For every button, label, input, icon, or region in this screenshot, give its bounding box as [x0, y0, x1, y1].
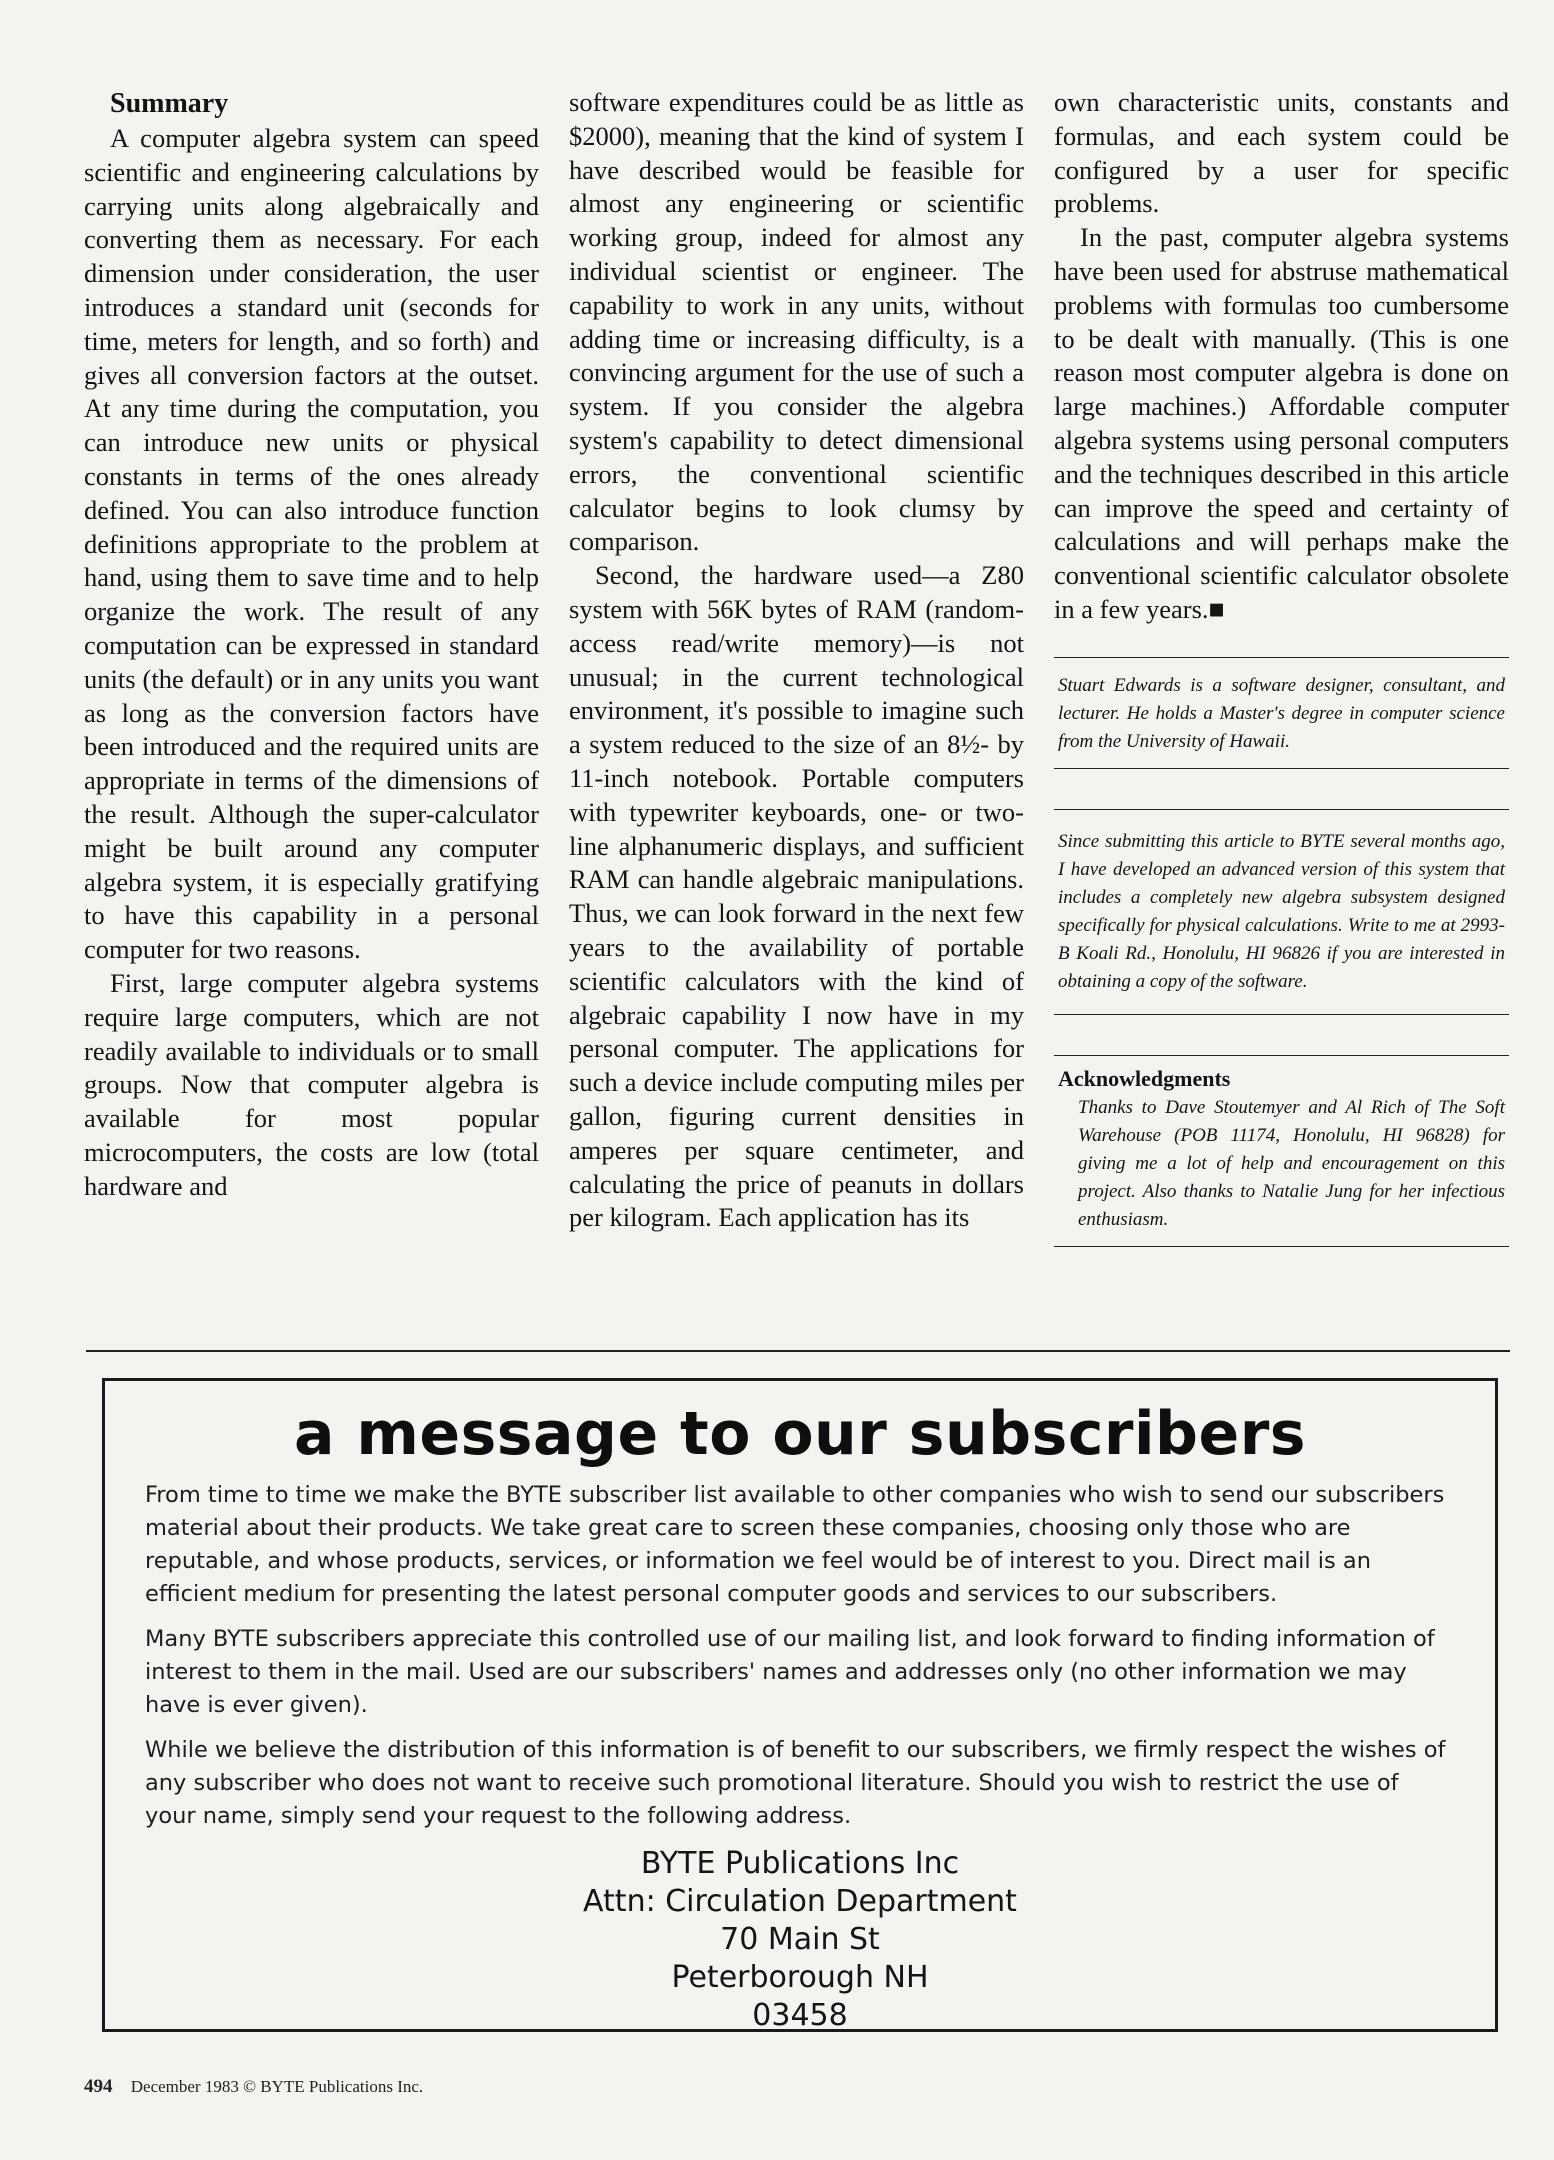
address-line: 70 Main St: [720, 1922, 880, 1957]
author-update-note: Since submitting this article to BYTE several months ago, I have developed an advanced version of this system that includes a completely new algebra subsystem designed specifically for physical calculations. Write to me at 2993-B Koali Rd., Honolulu, HI 96826 if you are interested in obtaining a copy of the software.: [1054, 809, 1509, 1015]
subscriber-message-box: [102, 1378, 1498, 2032]
paragraph: own characteristic units, constants and formulas, and each system could be configured by a user for specific problems.: [1054, 87, 1509, 219]
footer-line: December 1983 © BYTE Publications Inc.: [130, 2077, 424, 2096]
paragraph: In the past, computer algebra systems have been used for abstruse mathematical problems with formulas too cumbersome to be dealt with manually. (This is one reason most computer algebra is done on large machines.) Affordable computer algebra systems using personal computers and the techniques described in this article can improve the speed and certainty of calculations and will perhaps make the conventional scientific calculator obsolete in a few years.■: [1054, 222, 1509, 624]
address-line: Attn: Circulation Department: [583, 1884, 1017, 1919]
message-paragraph: From time to time we make the BYTE subscriber list available to other companies who wish to send our subscribers material about their products. We take great care to screen these companies, choosing only those who are reputable, and whose products, services, or information we feel would be of interest to you. Direct mail is an efficient medium for presenting the latest personal computer goods and services to our subscribers.: [145, 1482, 1445, 1607]
address-line: Peterborough NH: [671, 1960, 929, 1995]
acknowledgments-heading: Acknowledgments: [1058, 1065, 1231, 1091]
message-body: [105, 1479, 1495, 2035]
paragraph: software expenditures could be as little as $2000), meaning that the kind of system I have described would be feasible for almost any engineering or scientific working group, indeed for almost any individual scientist or engineer. The capability to work in any units, without adding time or increasing difficulty, is a convincing argument for the use of such a system. If you consider the algebra system's capability to detect dimensional errors, the conventional scientific calculator begins to look clumsy by comparison.: [569, 87, 1024, 557]
column-1: [84, 86, 539, 1336]
message-paragraph: Many BYTE subscribers appreciate this controlled use of our mailing list, and look forward to finding information of interest to them in the mail. Used are our subscribers' names and addresses only (no other information we may have is ever given).: [145, 1626, 1435, 1718]
page-footer: [84, 2076, 423, 2098]
paragraph: First, large computer algebra systems require large computers, which are not readily available to individuals or to small groups. Now that computer algebra is available for most popular microcomputers, the costs are low (total hardware and: [84, 967, 539, 1201]
message-paragraph: While we believe the distribution of this information is of benefit to our subscribers, we firmly respect the wishes of any subscriber who does not want to receive such promotional literature. Should you wish to restrict the use of your name, simply send your request to the following address.: [145, 1737, 1446, 1829]
acknowledgments: [1054, 1055, 1509, 1247]
article-columns: [84, 86, 1510, 1336]
page-number: 494: [84, 2076, 113, 2097]
mailing-address: [145, 1845, 1455, 2035]
address-line: 03458: [752, 1998, 848, 2033]
column-3: [1054, 86, 1509, 1336]
column-2: [569, 86, 1024, 1336]
message-title: a message to our subscribers: [294, 1399, 1306, 1469]
author-bio: Stuart Edwards is a software designer, consultant, and lecturer. He holds a Master's degree in computer science from the University of Hawaii.: [1054, 657, 1509, 769]
divider-rule: [86, 1350, 1510, 1352]
paragraph: A computer algebra system can speed scientific and engineering calculations by carrying units along algebraically and converting them as necessary. For each dimension under consideration, the user introduces a standard unit (seconds for time, meters for length, and so forth) and gives all conversion factors at the outset. At any time during the computation, you can introduce new units or physical constants in terms of the ones already defined. You can also introduce function definitions appropriate to the problem at hand, using them to save time and to help organize the work. The result of any computation can be expressed in standard units (the default) or in any units you want as long as the conversion factors have been introduced and the required units are appropriate in terms of the dimensions of the result. Although the super-calculator might be built around any computer algebra system, it is especially gratifying to have this capability in a personal computer for two reasons.: [84, 123, 539, 965]
address-line: BYTE Publications Inc: [640, 1846, 960, 1881]
summary-heading: Summary: [110, 88, 229, 119]
paragraph: Second, the hardware used—a Z80 system with 56K bytes of RAM (random-access read/write memory)—is not unusual; in the current technological environment, it's possible to imagine such a system reduced to the size of an 8½- by 11-inch notebook. Portable computers with typewriter keyboards, one- or two-line alphanumeric displays, and sufficient RAM can handle algebraic manipulations. Thus, we can look forward in the next few years to the availability of portable scientific calculators with the kind of algebraic capability I now have in my personal computer. The applications for such a device include computing miles per gallon, figuring current densities in amperes per square centimeter, and calculating the price of peanuts in dollars per kilogram. Each application has its: [569, 560, 1024, 1233]
acknowledgments-body: Thanks to Dave Stoutemyer and Al Rich of The Soft Warehouse (POB 11174, Honolulu, HI 96828) for giving me a lot of help and encouragement on this project. Also thanks to Natalie Jung for her infectious enthusiasm.: [1078, 1096, 1505, 1230]
